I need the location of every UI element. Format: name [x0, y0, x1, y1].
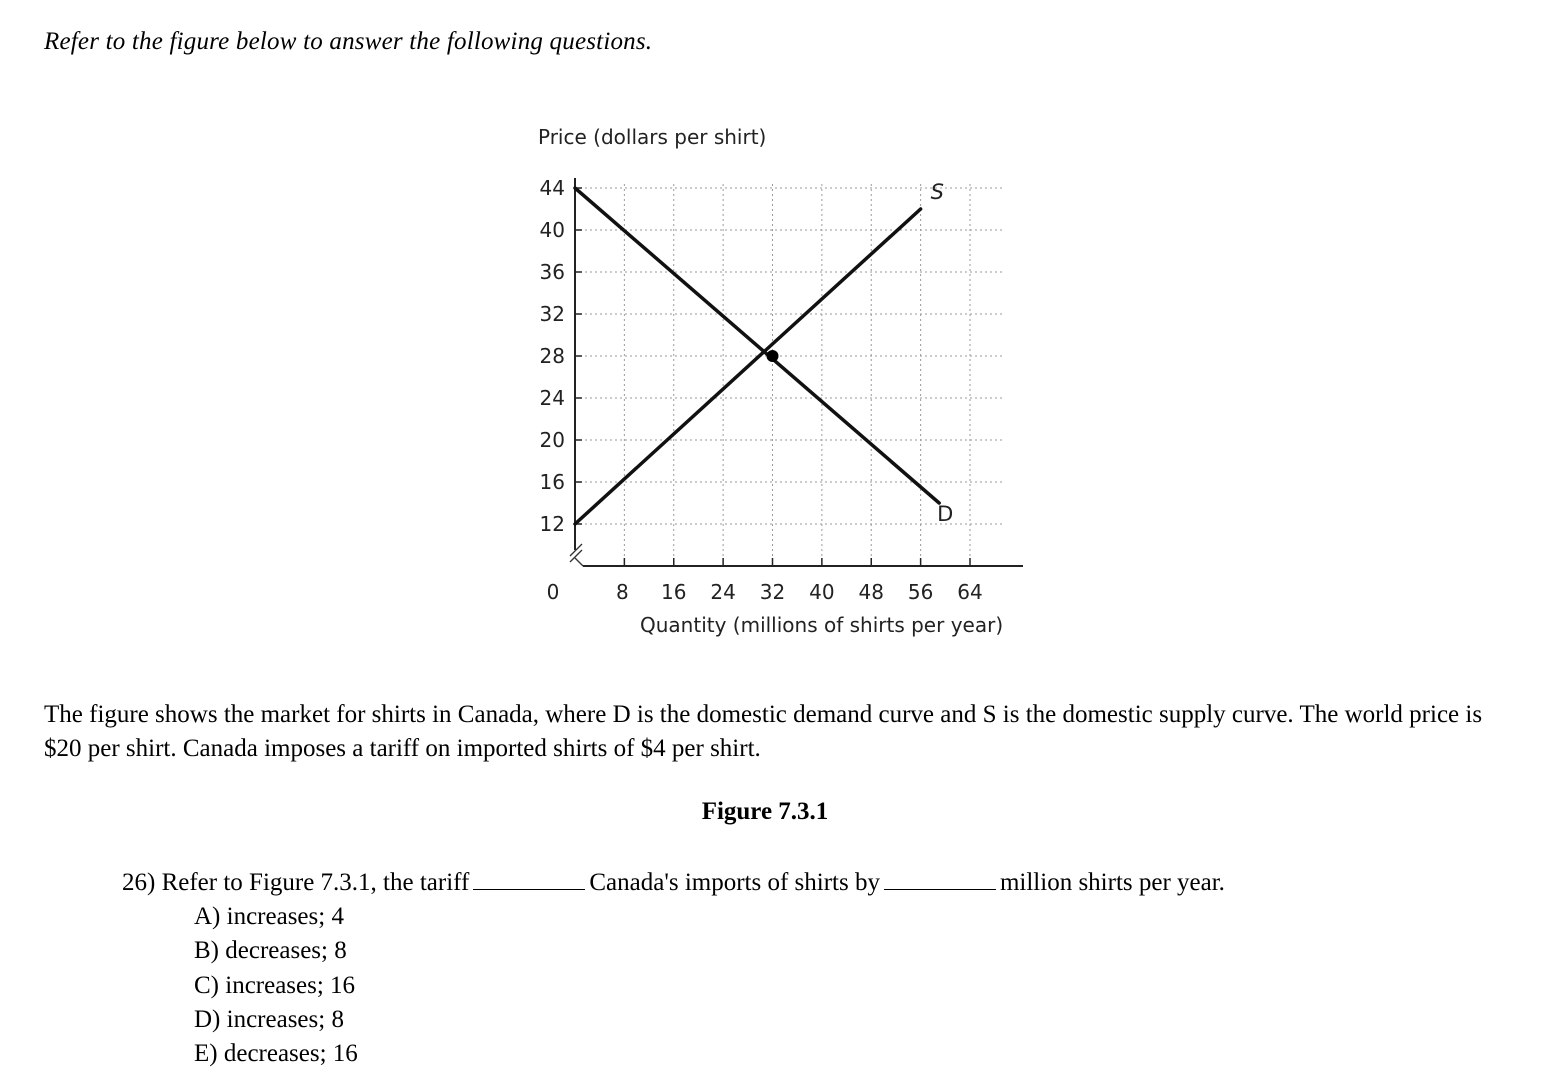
y-tick-label-40: 40	[539, 218, 565, 242]
x-tick-label-40: 40	[809, 580, 835, 604]
curve-label-d: D	[937, 502, 954, 526]
figure-description: The figure shows the market for shirts in Canada, where D is the domestic demand curve and S is the domestic supply curve. The world price is $20 per shirt. Canada imposes a tariff on imported shirts of $4 per shirt.	[44, 701, 1483, 762]
y-tick-label-12: 12	[539, 512, 565, 536]
curve-label-s: S	[930, 180, 944, 204]
x-tick-label-16: 16	[661, 580, 687, 604]
x-tick-label-32: 32	[759, 580, 786, 604]
option-b[interactable]: B) decreases; 8	[194, 937, 347, 965]
x-axis-title: Quantity (millions of shirts per year)	[640, 613, 1004, 637]
question-text-part1: 26) Refer to Figure 7.3.1, the tariff	[122, 869, 470, 896]
option-c[interactable]: C) increases; 16	[194, 971, 356, 999]
question-26	[122, 866, 1225, 900]
intro-instruction: Refer to the figure below to answer the following questions.	[44, 28, 653, 55]
question-text-part3: million shirts per year.	[999, 869, 1225, 896]
supply-demand-chart	[520, 110, 1040, 650]
curve-s	[575, 209, 921, 524]
axis-break-3	[575, 558, 583, 566]
y-tick-label-20: 20	[539, 428, 565, 452]
curve-d	[575, 188, 939, 503]
y-tick-label-16: 16	[539, 470, 565, 494]
figure-caption: Figure 7.3.1	[701, 798, 829, 825]
origin-label: 0	[546, 580, 560, 604]
x-tick-label-64: 64	[957, 580, 983, 604]
chart-svg	[520, 110, 1040, 650]
answer-blank-1	[473, 867, 585, 890]
axis-break-2	[570, 550, 582, 562]
x-tick-label-24: 24	[710, 580, 736, 604]
option-e[interactable]: E) decreases; 16	[194, 1040, 358, 1068]
y-tick-label-36: 36	[539, 260, 565, 284]
y-tick-label-24: 24	[539, 386, 565, 410]
option-a[interactable]: A) increases; 4	[194, 903, 344, 930]
x-tick-label-56: 56	[907, 580, 934, 604]
equilibrium-point	[767, 350, 779, 362]
y-axis-title: Price (dollars per shirt)	[538, 125, 767, 149]
answer-options	[194, 900, 358, 1071]
question-text-part2: Canada's imports of shirts by	[589, 869, 880, 896]
answer-blank-2	[884, 867, 996, 890]
y-tick-label-44: 44	[539, 176, 565, 200]
y-tick-label-28: 28	[539, 344, 565, 368]
x-tick-label-8: 8	[616, 580, 629, 604]
y-tick-label-32: 32	[539, 302, 565, 326]
x-tick-label-48: 48	[858, 580, 884, 604]
option-d[interactable]: D) increases; 8	[194, 1005, 344, 1033]
